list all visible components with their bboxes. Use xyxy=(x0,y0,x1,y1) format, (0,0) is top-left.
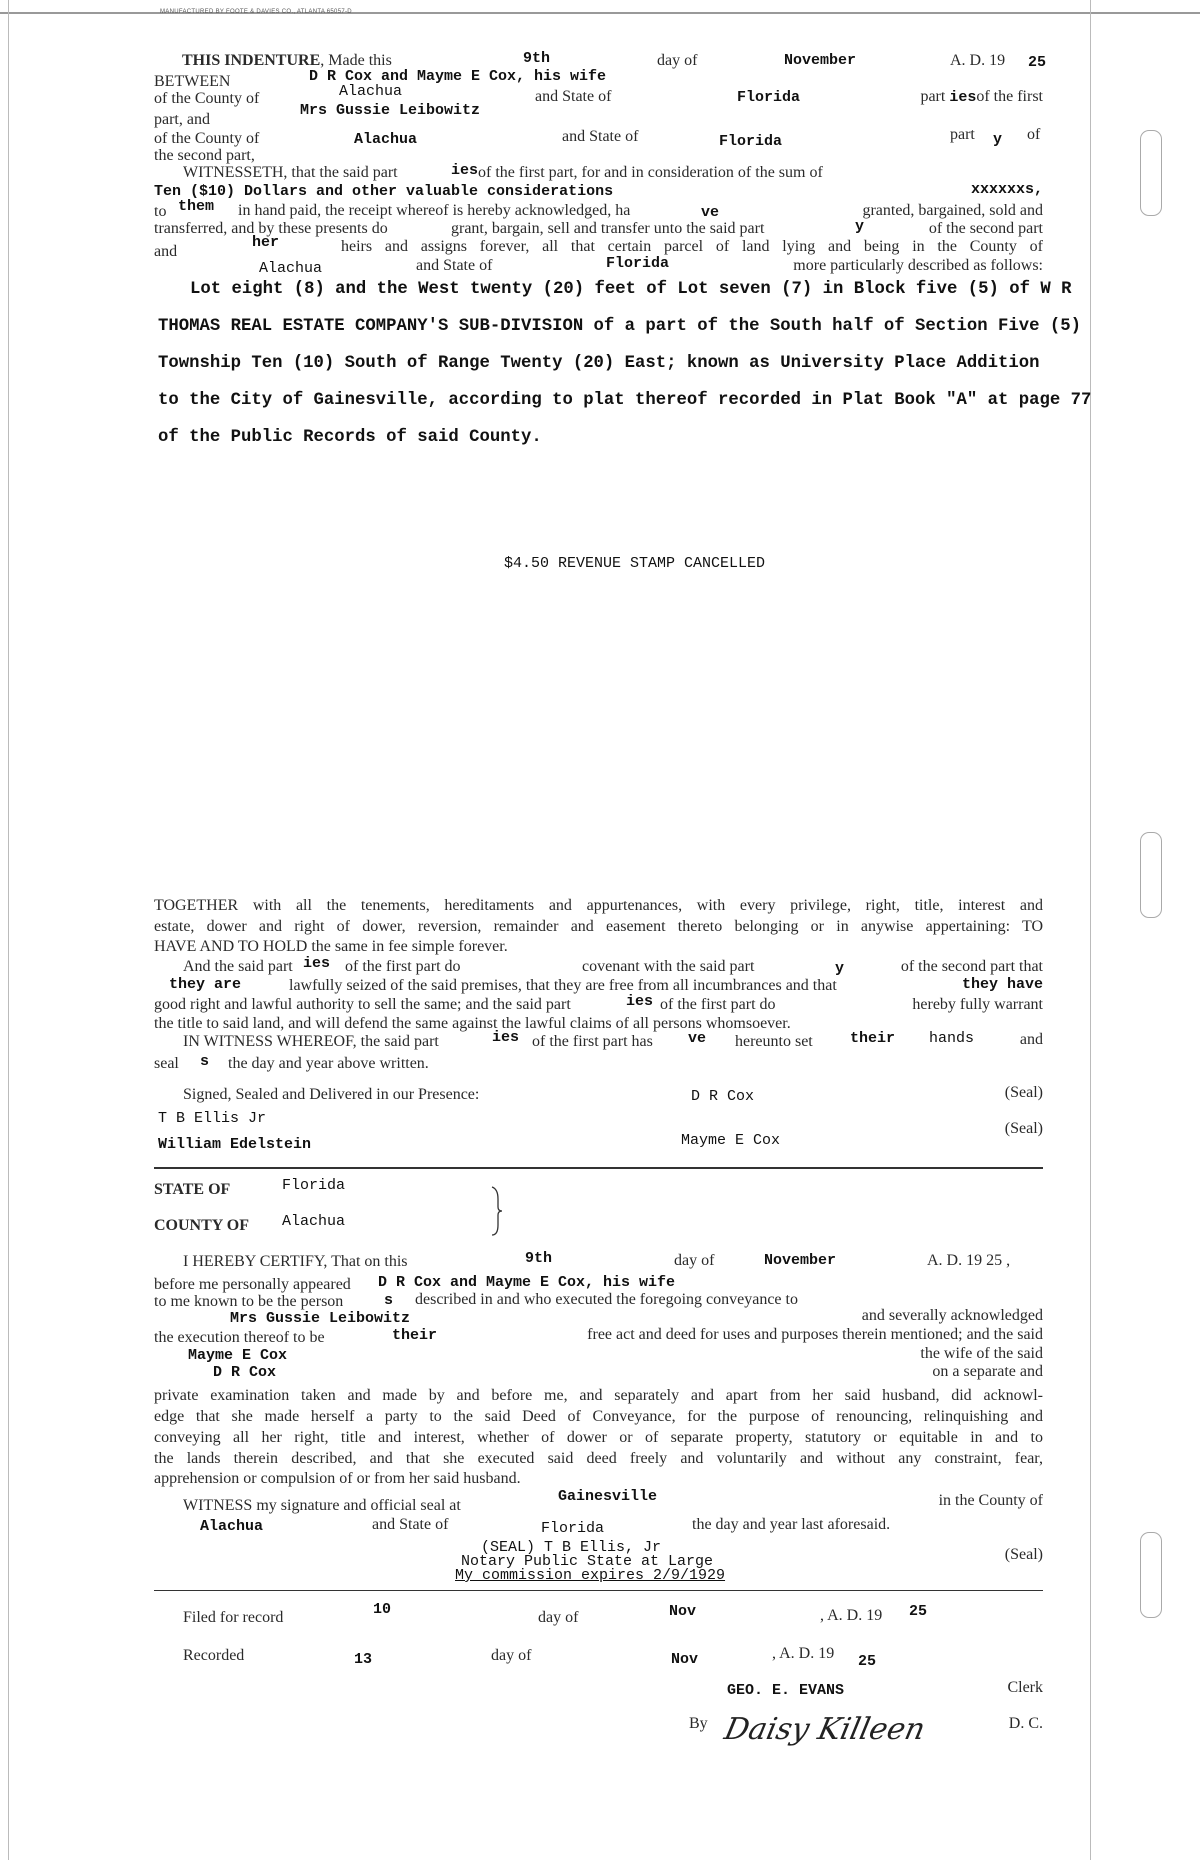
examination-line: the lands therein described, and that she executed said deed freely and voluntarily and without any constraint, fear, xyxy=(154,1450,1043,1467)
grant-text: grant, bargain, sell and transfer unto the said part xyxy=(451,220,765,237)
covenant-intro: And the said part xyxy=(183,958,293,975)
part-and: part, and xyxy=(154,111,210,128)
legal-description-line: Lot eight (8) and the West twenty (20) feet of Lot seven (7) in Block five (5) of W R xyxy=(190,280,1072,299)
consideration-amount: Ten ($10) Dollars and other valuable considerations xyxy=(154,183,614,200)
signed-label: Signed, Sealed and Delivered in our Presence: xyxy=(183,1086,480,1103)
described-text: more particularly described as follows: xyxy=(793,257,1043,274)
witnesseth-intro: WITNESSETH, that the said part xyxy=(183,164,398,181)
seal-2: (Seal) xyxy=(1004,1120,1043,1137)
appeared-text: before me personally appeared xyxy=(154,1276,351,1293)
day-value: 9th xyxy=(523,50,551,67)
year-value: 25 xyxy=(1028,54,1047,71)
have-suffix: ve xyxy=(701,204,720,221)
authority-text: good right and lawful authority to sell the same; and the said part xyxy=(154,996,571,1013)
state-label-4: and State of xyxy=(372,1516,449,1533)
free-act-text: free act and deed for uses and purposes therein mentioned; and the said xyxy=(587,1326,1043,1343)
ack-persons: D R Cox and Mayme E Cox, his wife xyxy=(378,1274,676,1291)
ack-state-2: Florida xyxy=(541,1520,605,1537)
notary-commission: My commission expires 2/9/1929 xyxy=(455,1567,726,1584)
clerk-name: GEO. E. EVANS xyxy=(727,1682,845,1699)
covenant-first-part: of the first part do xyxy=(345,958,461,975)
ack-day: 9th xyxy=(525,1250,553,1267)
examination-line: private examination taken and made by and before me, and separately and apart from her said husband, did acknowl- xyxy=(154,1387,1043,1404)
filed-year: 25 xyxy=(909,1603,928,1620)
state-label: and State of xyxy=(535,88,612,105)
of-the-first: of the first xyxy=(976,88,1043,105)
hands-label: hands xyxy=(929,1030,975,1047)
in-witness-first-part: of the first part has xyxy=(532,1033,653,1050)
together-line: HAVE AND TO HOLD the same in fee simple forever. xyxy=(154,938,508,955)
written-text: the day and year above written. xyxy=(228,1055,429,1072)
parties-suffix: ies xyxy=(451,162,479,179)
ack-county: Alachua xyxy=(282,1213,346,1230)
legal-description-line: Township Ten (10) South of Range Twenty (20) East; known as University Place Addition xyxy=(158,354,1040,373)
ack-wife: Mayme E Cox xyxy=(188,1347,288,1364)
witness-2: William Edelstein xyxy=(158,1136,312,1153)
state-of-label: STATE OF xyxy=(154,1181,231,1198)
part-label: part xyxy=(920,88,946,105)
warrant-text: hereby fully warrant xyxy=(912,996,1043,1013)
punch-hole xyxy=(1140,832,1162,918)
county-of-label: COUNTY OF xyxy=(154,1217,249,1234)
grantee-county: Alachua xyxy=(354,131,418,148)
grantee-state: Florida xyxy=(719,133,783,150)
indenture-title: THIS INDENTURE xyxy=(182,52,321,69)
certify-text: I HEREBY CERTIFY, That on this xyxy=(183,1253,408,1270)
defend-text: the title to said land, and will defend the same against the lawful claims of all persons whomsoever. xyxy=(154,1015,791,1032)
acknowledged-text: and severally acknowledged xyxy=(861,1307,1043,1324)
filed-month: Nov xyxy=(669,1603,697,1620)
recorded-month: Nov xyxy=(671,1651,699,1668)
they-have: they have xyxy=(962,976,1044,993)
grantee: Mrs Gussie Leibowitz xyxy=(300,102,481,119)
in-witness-suffix: ies xyxy=(492,1029,520,1046)
recorded-day: 13 xyxy=(354,1651,373,1668)
in-county-text: in the County of xyxy=(938,1492,1043,1509)
grantor-state: Florida xyxy=(737,89,801,106)
part-suffix-2: y xyxy=(993,131,1003,148)
divider xyxy=(154,1590,1043,1591)
filed-day: 10 xyxy=(373,1601,392,1618)
legal-description-line: THOMAS REAL ESTATE COMPANY'S SUB-DIVISION of a part of the South half of Section Five (5) xyxy=(158,317,1081,336)
known-text: to me known to be the person xyxy=(154,1293,344,1310)
heirs-text: heirs and assigns forever, all that certain parcel of land lying and being in the County of xyxy=(341,238,1043,255)
dc-label: D. C. xyxy=(1008,1715,1043,1732)
authority-first-part: of the first part do xyxy=(660,996,776,1013)
signer-2: Mayme E Cox xyxy=(681,1132,781,1149)
notary-seal: (Seal) xyxy=(1004,1546,1043,1563)
covenant-with: covenant with the said part xyxy=(582,958,755,975)
notary-title: Notary Public State at Large xyxy=(461,1553,714,1570)
together-line: estate, dower and right of dower, reversion, remainder and easement thereto belonging or in anywise appertaining: TO xyxy=(154,918,1043,935)
witness-1: T B Ellis Jr xyxy=(158,1110,267,1127)
separate-text: on a separate and xyxy=(932,1363,1043,1380)
seized-text: lawfully seized of the said premises, that they are free from all incumbrances and that xyxy=(289,977,837,994)
covenant-suffix: ies xyxy=(303,955,331,972)
state-label-3: and State of xyxy=(416,257,493,274)
ack-day-of: day of xyxy=(674,1252,715,1269)
covenant-y: y xyxy=(835,960,845,977)
recorded-ad: , A. D. 19 xyxy=(772,1645,835,1662)
hereunto-set: hereunto set xyxy=(735,1033,813,1050)
right-border xyxy=(1090,0,1091,1860)
second-part-text: of the second part xyxy=(928,220,1043,237)
state-label-2: and State of xyxy=(562,128,639,145)
to-label: to xyxy=(154,203,167,220)
wife-of-text: the wife of the said xyxy=(920,1345,1043,1362)
her-label: her xyxy=(252,234,280,251)
punch-hole xyxy=(1140,1532,1162,1618)
land-state: Florida xyxy=(606,255,670,272)
ack-grantee: Mrs Gussie Leibowitz xyxy=(230,1310,411,1327)
and-label-2: and xyxy=(1019,1031,1043,1048)
authority-suffix: ies xyxy=(626,993,654,1010)
clerk-label: Clerk xyxy=(1007,1679,1043,1696)
execution-text: the execution thereof to be xyxy=(154,1329,325,1346)
brace-icon xyxy=(490,1185,504,1237)
they-are: they are xyxy=(169,976,242,993)
land-county: Alachua xyxy=(259,260,323,277)
month-value: November xyxy=(784,52,857,69)
examination-line: edge that she made herself a party to the said Deed of Conveyance, for the purpose of renouncing, relinquishing and xyxy=(154,1408,1043,1425)
ack-county-2: Alachua xyxy=(200,1518,264,1535)
filed-label: Filed for record xyxy=(183,1609,284,1626)
to-whom: them xyxy=(178,198,215,215)
recorded-year: 25 xyxy=(858,1653,877,1670)
seal-1: (Seal) xyxy=(1004,1084,1043,1101)
part-label-2: part xyxy=(950,126,975,143)
signer-1: D R Cox xyxy=(691,1088,755,1105)
county-label: of the County of xyxy=(154,90,260,107)
known-s: s xyxy=(384,1292,394,1309)
grantors: D R Cox and Mayme E Cox, his wife xyxy=(309,68,607,85)
party-suffix: y xyxy=(855,218,865,235)
ad-label: A. D. 19 xyxy=(950,52,1006,69)
part-first xyxy=(920,88,1043,106)
together-line: TOGETHER with all the tenements, hereditaments and appurtenances, with every privilege, right, title, interest and xyxy=(154,897,1043,914)
witness-sig-text: WITNESS my signature and official seal at xyxy=(183,1497,461,1514)
ack-month: November xyxy=(764,1252,837,1269)
seal-label: seal xyxy=(154,1055,179,1072)
in-witness-intro: IN WITNESS WHEREOF, the said part xyxy=(183,1033,439,1050)
divider xyxy=(154,1167,1043,1169)
and-label: and xyxy=(154,243,178,260)
ack-husband: D R Cox xyxy=(213,1364,277,1381)
struck-dollars: xxxxxxs, xyxy=(970,181,1043,198)
transferred-text: transferred, and by these presents do xyxy=(154,220,388,237)
legal-description-line: of the Public Records of said County. xyxy=(158,428,542,447)
covenant-second-part: of the second part that xyxy=(900,958,1043,975)
granted-text: granted, bargained, sold and xyxy=(862,202,1043,219)
filed-ad: , A. D. 19 xyxy=(820,1607,883,1624)
executed-text: described in and who executed the foregoing conveyance to xyxy=(415,1291,798,1308)
left-border xyxy=(8,0,9,1860)
made-this: , Made this xyxy=(320,52,392,69)
seal-s: s xyxy=(200,1053,210,1070)
second-part-label: the second part, xyxy=(154,147,255,164)
revenue-stamp-note: $4.50 REVENUE STAMP CANCELLED xyxy=(504,555,766,572)
day-of-label: day of xyxy=(657,52,698,69)
county-label-2: of the County of xyxy=(154,130,260,147)
recorded-day-of: day of xyxy=(491,1647,532,1664)
ack-ad: A. D. 19 25 , xyxy=(927,1252,1011,1269)
deputy-signature: Daisy Killeen xyxy=(721,1712,929,1747)
printer-imprint: MANUFACTURED BY FOOTE & DAVIES CO., ATLANTA 65057-D xyxy=(160,9,352,15)
hand-paid-text: in hand paid, the receipt whereof is hereby acknowledged, ha xyxy=(238,202,631,219)
ack-city: Gainesville xyxy=(558,1488,658,1505)
filed-day-of: day of xyxy=(538,1609,579,1626)
last-aforesaid-text: the day and year last aforesaid. xyxy=(692,1516,891,1533)
their-label: their xyxy=(850,1030,896,1047)
legal-description-line: to the City of Gainesville, according to plat thereof recorded in Plat Book "A" at page 77 xyxy=(158,391,1092,410)
examination-line: apprehension or compulsion of or from her said husband. xyxy=(154,1470,521,1487)
punch-hole xyxy=(1140,130,1162,216)
in-witness-ve: ve xyxy=(688,1030,707,1047)
notary-name: (SEAL) T B Ellis, Jr xyxy=(481,1539,662,1556)
consideration-text: of the first part, for and in consideration of the sum of xyxy=(478,164,823,181)
ack-their: their xyxy=(392,1327,438,1344)
part-suffix: ies xyxy=(949,89,977,106)
by-label: By xyxy=(689,1715,708,1732)
of-label: of xyxy=(1027,126,1041,143)
grantor-county: Alachua xyxy=(339,83,403,100)
examination-line: conveying all her right, title and interest, whether of dower or of separate property, statutory or equitable in and to xyxy=(154,1429,1043,1446)
recorded-label: Recorded xyxy=(183,1647,245,1664)
between-label: BETWEEN xyxy=(154,73,231,90)
ack-state: Florida xyxy=(282,1177,346,1194)
